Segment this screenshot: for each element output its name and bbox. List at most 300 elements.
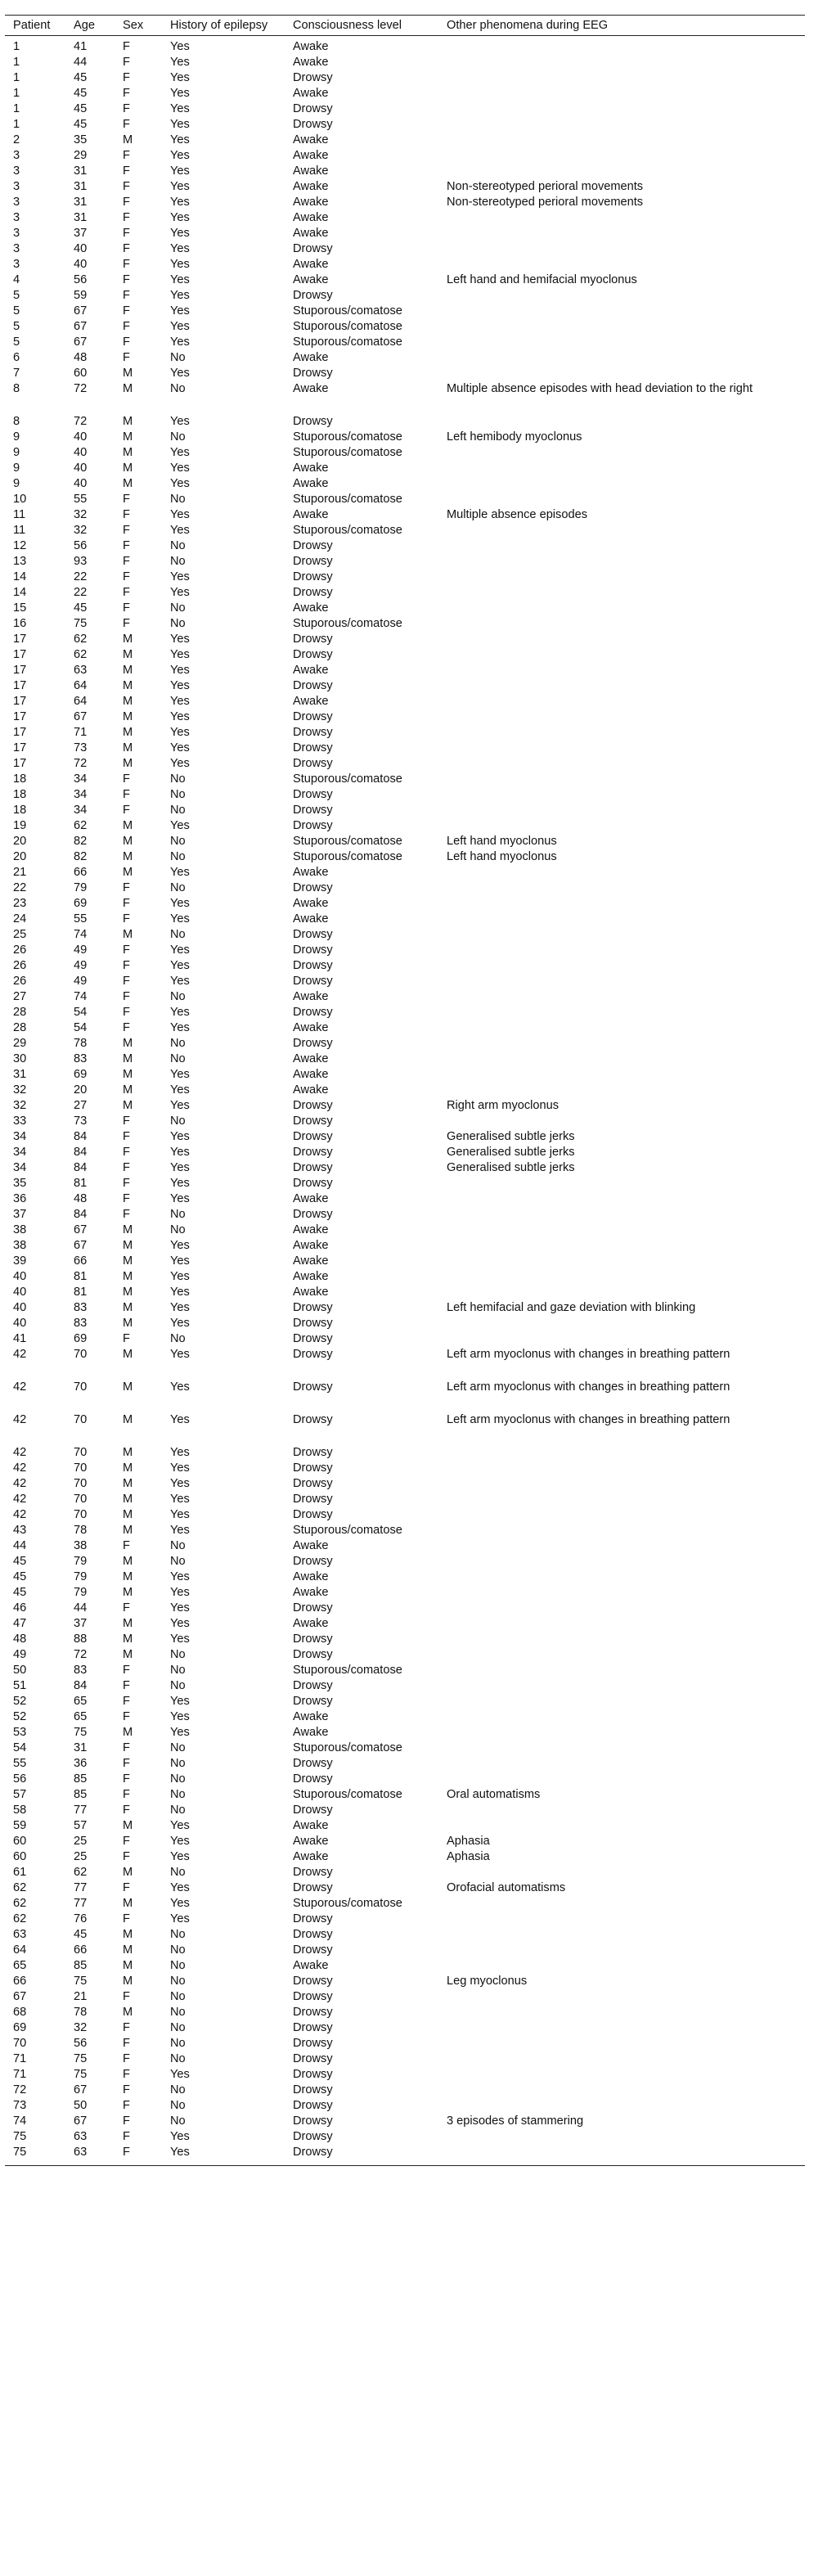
cell-consciousness-level: Drowsy [293,1037,333,1050]
cell-other-phenomena: Non-stereotyped perioral movements [447,180,644,193]
cell-other-phenomena [438,663,805,678]
cell-sex: F [123,1192,130,1205]
cell-patient: 8 [13,415,20,428]
table-row [5,55,805,70]
cell-patient: 17 [13,710,27,723]
cell-age: 44 [74,1601,88,1615]
cell-age: 84 [74,1161,88,1174]
cell-age: 78 [74,2006,88,2019]
table-row [5,101,805,117]
cell-sex: M [123,1928,133,1941]
cell-history-of-epilepsy: Yes [170,320,190,333]
cell-patient: 18 [13,804,27,817]
cell-consciousness-level: Drowsy [293,2130,333,2143]
cell-history-of-epilepsy: Yes [170,1270,190,1283]
cell-age: 70 [74,1477,88,1490]
cell-age: 70 [74,1348,88,1361]
cell-sex: F [123,959,130,972]
cell-other-phenomena [438,1316,805,1331]
cell-patient: 56 [13,1772,27,1786]
cell-consciousness-level: Awake [293,180,329,193]
cell-age: 56 [74,273,88,286]
cell-other-phenomena: Generalised subtle jerks [447,1161,575,1174]
cell-patient: 42 [13,1380,27,1394]
cell-sex: F [123,1332,130,1345]
table-row [5,1331,805,1347]
cell-patient: 65 [13,1959,27,1972]
cell-other-phenomena [438,741,805,756]
cell-other-phenomena [438,1709,805,1725]
table-row [5,896,805,912]
table-row [5,1476,805,1492]
cell-age: 88 [74,1633,88,1646]
cell-other-phenomena [438,366,805,381]
table-row [5,1601,805,1616]
cell-patient: 70 [13,2037,27,2050]
table-row [5,1412,805,1445]
cell-other-phenomena [438,36,805,56]
cell-other-phenomena [438,2129,805,2145]
table-header [5,16,805,36]
header-patient: Patient [5,16,65,36]
cell-other-phenomena [438,241,805,257]
table-row [5,741,805,756]
cell-history-of-epilepsy: Yes [170,679,190,692]
cell-other-phenomena [438,616,805,632]
table-row [5,2145,805,2165]
cell-age: 59 [74,289,88,302]
cell-other-phenomena [438,1865,805,1880]
cell-consciousness-level: Awake [293,1021,329,1034]
cell-patient: 52 [13,1710,27,1723]
cell-history-of-epilepsy: Yes [170,477,190,490]
cell-consciousness-level: Awake [293,56,329,69]
table-row [5,1461,805,1476]
cell-consciousness-level: Awake [293,87,329,100]
cell-sex: M [123,415,133,428]
cell-patient: 3 [13,242,20,255]
cell-other-phenomena [438,989,805,1005]
cell-other-phenomena [438,117,805,133]
cell-patient: 61 [13,1866,27,1879]
cell-sex: M [123,1413,133,1426]
cell-sex: M [123,1477,133,1490]
cell-age: 70 [74,1493,88,1506]
cell-sex: F [123,1850,130,1863]
cell-age: 40 [74,446,88,459]
cell-patient: 4 [13,273,20,286]
cell-patient: 72 [13,2083,27,2096]
cell-patient: 40 [13,1270,27,1283]
cell-sex: F [123,524,130,537]
cell-history-of-epilepsy: Yes [170,446,190,459]
cell-age: 82 [74,850,88,863]
table-row [5,288,805,304]
cell-consciousness-level: Drowsy [293,1332,333,1345]
cell-sex: M [123,430,133,444]
table-row [5,709,805,725]
cell-sex: M [123,462,133,475]
cell-age: 75 [74,617,88,630]
cell-history-of-epilepsy: Yes [170,1192,190,1205]
table-row [5,849,805,865]
cell-consciousness-level: Drowsy [293,2052,333,2065]
cell-history-of-epilepsy: Yes [170,1881,190,1894]
cell-sex: M [123,1975,133,1988]
cell-age: 31 [74,1741,88,1754]
cell-history-of-epilepsy: No [170,1772,186,1786]
cell-other-phenomena [438,2005,805,2020]
cell-age: 81 [74,1177,88,1190]
cell-consciousness-level: Awake [293,258,329,271]
cell-age: 50 [74,2099,88,2112]
cell-patient: 3 [13,149,20,162]
cell-sex: F [123,149,130,162]
cell-patient: 42 [13,1461,27,1475]
cell-other-phenomena [438,709,805,725]
cell-consciousness-level: Awake [293,912,329,925]
cell-age: 76 [74,1912,88,1925]
cell-history-of-epilepsy: Yes [170,1493,190,1506]
cell-patient: 38 [13,1223,27,1236]
cell-history-of-epilepsy: Yes [170,1601,190,1615]
cell-patient: 1 [13,102,20,115]
cell-age: 93 [74,555,88,568]
cell-patient: 53 [13,1726,27,1739]
cell-age: 75 [74,2052,88,2065]
table-row [5,1787,805,1803]
cell-other-phenomena [438,319,805,335]
cell-age: 21 [74,1990,88,2003]
table-row [5,538,805,554]
cell-patient: 24 [13,912,27,925]
cell-history-of-epilepsy: Yes [170,211,190,224]
cell-sex: F [123,1664,130,1677]
cell-consciousness-level: Awake [293,1710,329,1723]
cell-history-of-epilepsy: Yes [170,1317,190,1330]
cell-sex: F [123,336,130,349]
cell-age: 55 [74,493,88,506]
cell-age: 22 [74,586,88,599]
cell-age: 48 [74,351,88,364]
table-row [5,663,805,678]
cell-consciousness-level: Awake [293,508,329,521]
cell-other-phenomena [438,678,805,694]
cell-other-phenomena [438,585,805,601]
table-row [5,616,805,632]
cell-patient: 62 [13,1881,27,1894]
cell-sex: F [123,1115,130,1128]
cell-consciousness-level: Stuporous/comatose [293,524,402,537]
cell-age: 37 [74,1617,88,1630]
cell-consciousness-level: Stuporous/comatose [293,493,402,506]
table-row [5,2036,805,2051]
cell-other-phenomena [438,1554,805,1569]
cell-patient: 40 [13,1317,27,1330]
cell-sex: F [123,772,130,786]
cell-age: 29 [74,149,88,162]
cell-other-phenomena [438,101,805,117]
cell-sex: M [123,1317,133,1330]
cell-consciousness-level: Drowsy [293,1477,333,1490]
cell-other-phenomena [438,570,805,585]
cell-patient: 32 [13,1099,27,1112]
cell-patient: 8 [13,382,20,395]
cell-other-phenomena [438,1331,805,1347]
cell-consciousness-level: Awake [293,1835,329,1848]
cell-consciousness-level: Drowsy [293,1928,333,1941]
table-row [5,1316,805,1331]
cell-other-phenomena [438,694,805,709]
cell-patient: 14 [13,570,27,583]
cell-age: 75 [74,1975,88,1988]
cell-consciousness-level: Drowsy [293,1161,333,1174]
cell-history-of-epilepsy: No [170,555,186,568]
table-row [5,430,805,445]
cell-history-of-epilepsy: Yes [170,1348,190,1361]
table-row [5,1145,805,1160]
cell-consciousness-level: Awake [293,133,329,146]
cell-sex: F [123,1710,130,1723]
cell-other-phenomena [438,164,805,179]
cell-other-phenomena [438,896,805,912]
cell-consciousness-level: Drowsy [293,1301,333,1314]
cell-age: 65 [74,1710,88,1723]
table-row [5,570,805,585]
cell-history-of-epilepsy: No [170,2052,186,2065]
cell-other-phenomena [438,647,805,663]
cell-consciousness-level: Drowsy [293,1648,333,1661]
cell-history-of-epilepsy: Yes [170,1099,190,1112]
table-row [5,1741,805,1756]
cell-consciousness-level: Drowsy [293,1208,333,1221]
cell-consciousness-level: Drowsy [293,71,333,84]
cell-consciousness-level: Drowsy [293,1348,333,1361]
table-row [5,1632,805,1647]
table-row [5,647,805,663]
cell-sex: M [123,648,133,661]
cell-sex: F [123,1021,130,1034]
cell-consciousness-level: Awake [293,1539,329,1552]
cell-patient: 27 [13,990,27,1003]
table-row [5,1492,805,1507]
cell-age: 40 [74,462,88,475]
cell-sex: F [123,118,130,131]
cell-patient: 62 [13,1912,27,1925]
cell-other-phenomena: Left hand and hemifacial myoclonus [447,273,637,286]
cell-sex: F [123,1772,130,1786]
cell-age: 69 [74,1332,88,1345]
cell-history-of-epilepsy: Yes [170,959,190,972]
cell-history-of-epilepsy: Yes [170,1239,190,1252]
cell-patient: 57 [13,1788,27,1801]
table-row [5,1927,805,1943]
cell-other-phenomena: Non-stereotyped perioral movements [447,196,644,209]
cell-consciousness-level: Drowsy [293,1804,333,1817]
table-row [5,148,805,164]
cell-history-of-epilepsy: No [170,539,186,552]
cell-age: 81 [74,1286,88,1299]
cell-sex: M [123,1286,133,1299]
cell-consciousness-level: Drowsy [293,1695,333,1708]
cell-history-of-epilepsy: Yes [170,1477,190,1490]
table-row [5,1207,805,1223]
cell-patient: 18 [13,788,27,801]
cell-consciousness-level: Awake [293,1570,329,1583]
cell-sex: F [123,601,130,615]
cell-history-of-epilepsy: Yes [170,1254,190,1268]
cell-other-phenomena [438,1223,805,1238]
table-row [5,1020,805,1036]
cell-history-of-epilepsy: No [170,601,186,615]
cell-consciousness-level: Drowsy [293,679,333,692]
cell-other-phenomena [438,1772,805,1787]
cell-patient: 36 [13,1192,27,1205]
cell-patient: 25 [13,928,27,941]
cell-other-phenomena [438,1461,805,1476]
cell-patient: 52 [13,1695,27,1708]
cell-other-phenomena [438,210,805,226]
cell-history-of-epilepsy: No [170,1804,186,1817]
cell-history-of-epilepsy: Yes [170,1710,190,1723]
table-row [5,241,805,257]
cell-sex: F [123,289,130,302]
cell-consciousness-level: Awake [293,990,329,1003]
table-row [5,1772,805,1787]
cell-age: 56 [74,539,88,552]
cell-age: 45 [74,601,88,615]
cell-patient: 17 [13,741,27,754]
cell-history-of-epilepsy: No [170,1539,186,1552]
cell-other-phenomena [438,1927,805,1943]
cell-patient: 20 [13,835,27,848]
cell-patient: 33 [13,1115,27,1128]
cell-history-of-epilepsy: Yes [170,102,190,115]
cell-other-phenomena [438,2020,805,2036]
cell-history-of-epilepsy: No [170,1208,186,1221]
table-row [5,36,805,56]
cell-patient: 3 [13,258,20,271]
cell-history-of-epilepsy: No [170,788,186,801]
cell-consciousness-level: Drowsy [293,1601,333,1615]
cell-consciousness-level: Awake [293,211,329,224]
table-row [5,865,805,880]
cell-history-of-epilepsy: Yes [170,289,190,302]
cell-other-phenomena [438,1601,805,1616]
cell-history-of-epilepsy: Yes [170,1286,190,1299]
cell-age: 79 [74,1570,88,1583]
cell-other-phenomena [438,2067,805,2083]
cell-consciousness-level: Drowsy [293,415,333,428]
table-row [5,1507,805,1523]
cell-patient: 39 [13,1254,27,1268]
cell-consciousness-level: Stuporous/comatose [293,617,402,630]
cell-patient: 18 [13,772,27,786]
cell-age: 67 [74,336,88,349]
cell-consciousness-level: Drowsy [293,555,333,568]
cell-sex: F [123,617,130,630]
cell-other-phenomena [438,787,805,803]
cell-other-phenomena [438,1445,805,1461]
cell-consciousness-level: Stuporous/comatose [293,1524,402,1537]
table-row [5,445,805,461]
cell-consciousness-level: Awake [293,1223,329,1236]
cell-patient: 12 [13,539,27,552]
cell-age: 79 [74,1586,88,1599]
cell-history-of-epilepsy: Yes [170,227,190,240]
cell-history-of-epilepsy: No [170,850,186,863]
cell-other-phenomena [438,461,805,476]
cell-patient: 9 [13,462,20,475]
cell-patient: 11 [13,508,26,521]
cell-sex: F [123,1006,130,1019]
cell-patient: 67 [13,1990,27,2003]
cell-age: 84 [74,1130,88,1143]
cell-age: 63 [65,2145,115,2165]
table-row [5,164,805,179]
table-row [5,1523,805,1538]
cell-history-of-epilepsy: Yes [170,586,190,599]
header-sex: Sex [115,16,162,36]
cell-other-phenomena: Left hand myoclonus [447,850,557,863]
table-row [5,272,805,288]
cell-consciousness-level: Drowsy [293,2021,333,2034]
cell-other-phenomena: Oral automatisms [447,1788,541,1801]
cell-consciousness-level: Drowsy [293,1866,333,1879]
table-row [5,1238,805,1254]
cell-other-phenomena [438,445,805,461]
cell-history-of-epilepsy: Yes [170,866,190,879]
cell-sex: F [123,180,130,193]
cell-history-of-epilepsy: Yes [170,570,190,583]
cell-sex: F [123,2099,130,2112]
cell-consciousness-level: Drowsy [293,539,333,552]
cell-sex: M [123,1380,133,1394]
table-row [5,1380,805,1412]
cell-patient: 63 [13,1928,27,1941]
cell-patient: 5 [13,289,20,302]
cell-history-of-epilepsy: Yes [170,633,190,646]
table-row [5,257,805,272]
cell-sex: M [123,1726,133,1739]
cell-patient: 43 [13,1524,27,1537]
cell-patient: 1 [13,71,20,84]
cell-consciousness-level: Awake [293,1052,329,1065]
cell-sex: M [123,819,133,832]
cell-age: 45 [74,87,88,100]
cell-other-phenomena [438,958,805,974]
cell-sex: M [123,1570,133,1583]
table-row [5,1083,805,1098]
cell-history-of-epilepsy: Yes [170,1726,190,1739]
cell-other-phenomena [438,1663,805,1678]
cell-other-phenomena [438,1191,805,1207]
cell-patient: 37 [13,1208,27,1221]
table-row [5,1865,805,1880]
cell-consciousness-level: Awake [293,382,329,395]
cell-consciousness-level: Awake [293,164,329,178]
cell-history-of-epilepsy: Yes [170,180,190,193]
cell-sex: F [123,2037,130,2050]
cell-age: 77 [74,1897,88,1910]
cell-consciousness-level: Drowsy [293,1772,333,1786]
cell-age: 66 [74,1943,88,1957]
cell-age: 79 [74,881,88,894]
cell-consciousness-level: Awake [293,601,329,615]
cell-patient: 9 [13,430,20,444]
header-age: Age [65,16,115,36]
cell-consciousness-level: Stuporous/comatose [293,446,402,459]
